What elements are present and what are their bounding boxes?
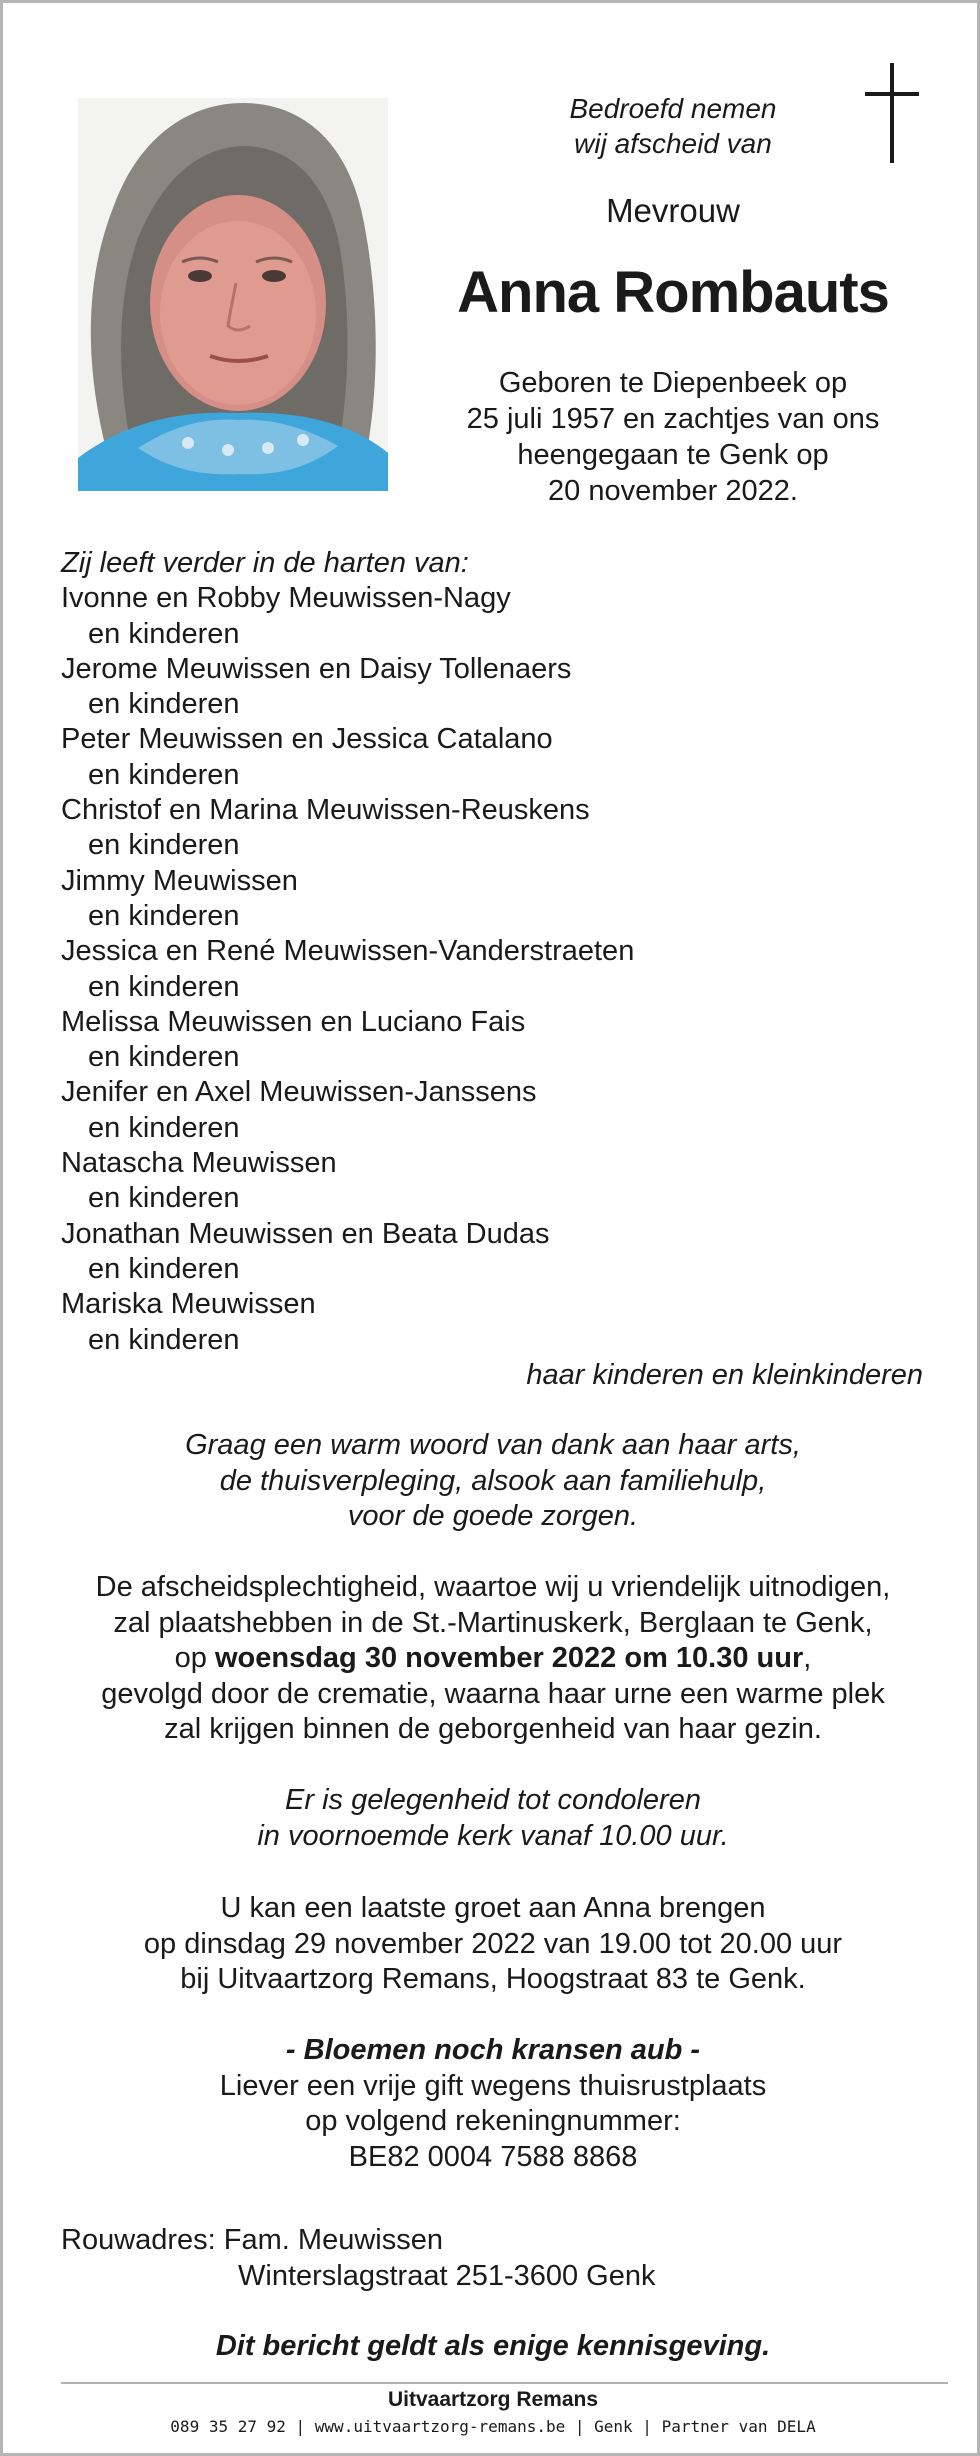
intro-line: wij afscheid van: [574, 128, 772, 159]
family-name: Ivonne en Robby Meuwissen-Nagy: [61, 582, 511, 615]
address-line: Winterslagstraat 251-3600 Genk: [238, 2259, 656, 2292]
thanks-line: voor de goede zorgen.: [347, 1500, 639, 1532]
visit-line: op dinsdag 29 november 2022 van 19.00 tot 20.00 uur: [143, 1927, 843, 1960]
footer-divider: [61, 2382, 948, 2384]
children-label: en kinderen: [88, 1111, 240, 1144]
children-label: en kinderen: [88, 758, 240, 791]
deceased-name: Anna Rombauts: [457, 260, 889, 325]
family-name: Jessica en René Meuwissen-Vanderstraeten: [61, 935, 635, 968]
flowers-notice: [43, 2033, 943, 2175]
funeral-home-name: Uitvaartzorg Remans: [387, 2388, 599, 2411]
flowers-line: Liever een vrije gift wegens thuisrustplaats: [219, 2069, 767, 2102]
children-label: en kinderen: [88, 970, 240, 1003]
ceremony-suffix: ,: [803, 1642, 812, 1674]
children-label: en kinderen: [88, 1323, 240, 1356]
sole-notice: Dit bericht geldt als enige kennisgeving.: [215, 2330, 771, 2362]
ceremony-prefix: op: [174, 1642, 215, 1674]
birth-line: heengegaan te Genk op: [517, 439, 829, 471]
thanks-message: [43, 1428, 943, 1535]
children-label: en kinderen: [88, 1252, 240, 1285]
family-name: Peter Meuwissen en Jessica Catalano: [61, 723, 553, 756]
children-label: en kinderen: [88, 1182, 240, 1215]
visit-line: U kan een laatste groet aan Anna brengen: [220, 1892, 766, 1924]
birth-death-info: [423, 365, 923, 509]
intro-line: Bedroefd nemen: [569, 93, 777, 124]
flowers-headline: - Bloemen noch kransen aub -: [285, 2034, 701, 2066]
condolence-line: in voornoemde kerk vanaf 10.00 uur.: [257, 1819, 729, 1852]
birth-line: 25 juli 1957 en zachtjes van ons: [466, 403, 880, 435]
children-label: en kinderen: [88, 1041, 240, 1074]
title-prefix: Mevrouw: [606, 192, 740, 229]
survivors-list: [61, 546, 941, 1393]
cross-icon: [861, 63, 923, 163]
visit-line: bij Uitvaartzorg Remans, Hoogstraat 83 te Genk.: [180, 1963, 806, 1995]
birth-line: Geboren te Diepenbeek op: [498, 367, 848, 399]
condolence-line: Er is gelegenheid tot condoleren: [285, 1784, 701, 1816]
thanks-line: Graag een warm woord van dank aan haar arts,: [185, 1429, 801, 1461]
condolence-info: [43, 1783, 943, 1854]
ceremony-line: De afscheidsplechtigheid, waartoe wij u vriendelijk uitnodigen,: [95, 1571, 891, 1603]
family-name: Mariska Meuwissen: [61, 1288, 316, 1321]
ceremony-line: gevolgd door de crematie, waarna haar urne een warme plek: [101, 1677, 885, 1710]
survivors-signature: haar kinderen en kleinkinderen: [526, 1358, 923, 1391]
address-line: Rouwadres: Fam. Meuwissen: [61, 2224, 443, 2256]
thanks-line: de thuisverpleging, alsook aan familiehulp,: [219, 1464, 767, 1497]
ceremony-datetime-line: [43, 1641, 943, 1677]
family-name: Jerome Meuwissen en Daisy Tollenaers: [61, 652, 572, 685]
visitation-info: [43, 1891, 943, 1998]
ceremony-datetime: woensdag 30 november 2022 om 10.30 uur: [214, 1642, 804, 1674]
mourning-address: [61, 2223, 656, 2294]
family-name: Natascha Meuwissen: [61, 1147, 337, 1180]
portrait-photo: [78, 98, 388, 491]
family-name: Christof en Marina Meuwissen-Reuskens: [61, 794, 590, 827]
ceremony-info: [43, 1570, 943, 1748]
children-label: en kinderen: [88, 829, 240, 862]
family-name: Melissa Meuwissen en Luciano Fais: [61, 1005, 526, 1038]
family-name: Jenifer en Axel Meuwissen-Janssens: [61, 1076, 537, 1109]
family-name: Jonathan Meuwissen en Beata Dudas: [61, 1217, 550, 1250]
funeral-home-contact: 089 35 27 92 | www.uitvaartzorg-remans.be | Genk | Partner van DELA: [170, 2417, 816, 2436]
ceremony-line: zal plaatshebben in de St.-Martinuskerk, Berglaan te Genk,: [113, 1606, 873, 1639]
bank-account-number: BE82 0004 7588 8868: [348, 2140, 638, 2173]
intro-text: [473, 91, 873, 161]
ceremony-line: zal krijgen binnen de geborgenheid van haar gezin.: [164, 1713, 822, 1745]
portrait-illustration: [78, 98, 388, 491]
children-label: en kinderen: [88, 899, 240, 932]
family-name: Jimmy Meuwissen: [61, 864, 298, 897]
children-label: en kinderen: [88, 688, 240, 721]
survivors-heading: Zij leeft verder in de harten van:: [61, 547, 469, 579]
children-label: en kinderen: [88, 617, 240, 650]
flowers-line: op volgend rekeningnummer:: [305, 2105, 681, 2137]
birth-line: 20 november 2022.: [548, 475, 798, 507]
